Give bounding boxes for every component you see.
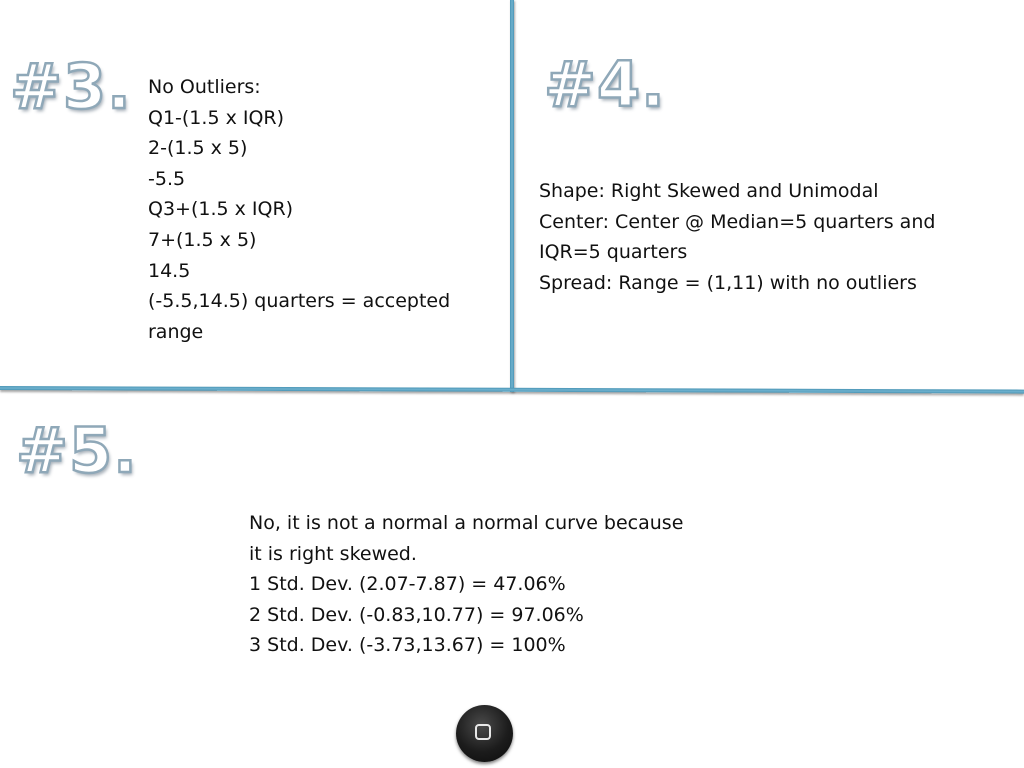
text-line: Shape: Right Skewed and Unimodal — [539, 180, 879, 202]
home-square-icon — [475, 724, 491, 740]
section-4-heading: #4. — [544, 48, 666, 121]
text-line: No, it is not a normal a normal curve because — [249, 512, 684, 534]
text-line: IQR=5 quarters — [539, 241, 688, 264]
section-5-heading: #5. — [16, 414, 138, 487]
text-line: Q1-(1.5 x IQR) — [148, 106, 285, 129]
home-button[interactable] — [456, 705, 513, 762]
text-line: it is right skewed. — [249, 542, 417, 565]
section-3-heading: #3. — [10, 50, 132, 123]
text-line: Center: Center @ Median=5 quarters and — [539, 210, 936, 233]
vertical-divider — [510, 0, 514, 392]
text-line: Spread: Range = (1,11) with no outliers — [539, 271, 917, 294]
text-line: Q3+(1.5 x IQR) — [148, 198, 294, 221]
section-4-text — [539, 176, 989, 298]
horizontal-divider — [0, 386, 1024, 394]
text-line: 3 Std. Dev. (-3.73,13.67) = 100% — [249, 634, 566, 657]
text-line: 2 Std. Dev. (-0.83,10.77) = 97.06% — [249, 603, 584, 626]
text-line: -5.5 — [148, 167, 186, 190]
section-3-text — [148, 72, 498, 347]
text-line: 7+(1.5 x 5) — [148, 228, 257, 251]
section-5-text — [249, 508, 739, 661]
text-line: No Outliers: — [148, 76, 261, 98]
text-line: (-5.5,14.5) quarters = accepted — [148, 290, 451, 313]
text-line: 2-(1.5 x 5) — [148, 137, 248, 160]
text-line: 14.5 — [148, 259, 191, 282]
text-line: range — [148, 320, 204, 343]
text-line: 1 Std. Dev. (2.07-7.87) = 47.06% — [249, 573, 566, 596]
